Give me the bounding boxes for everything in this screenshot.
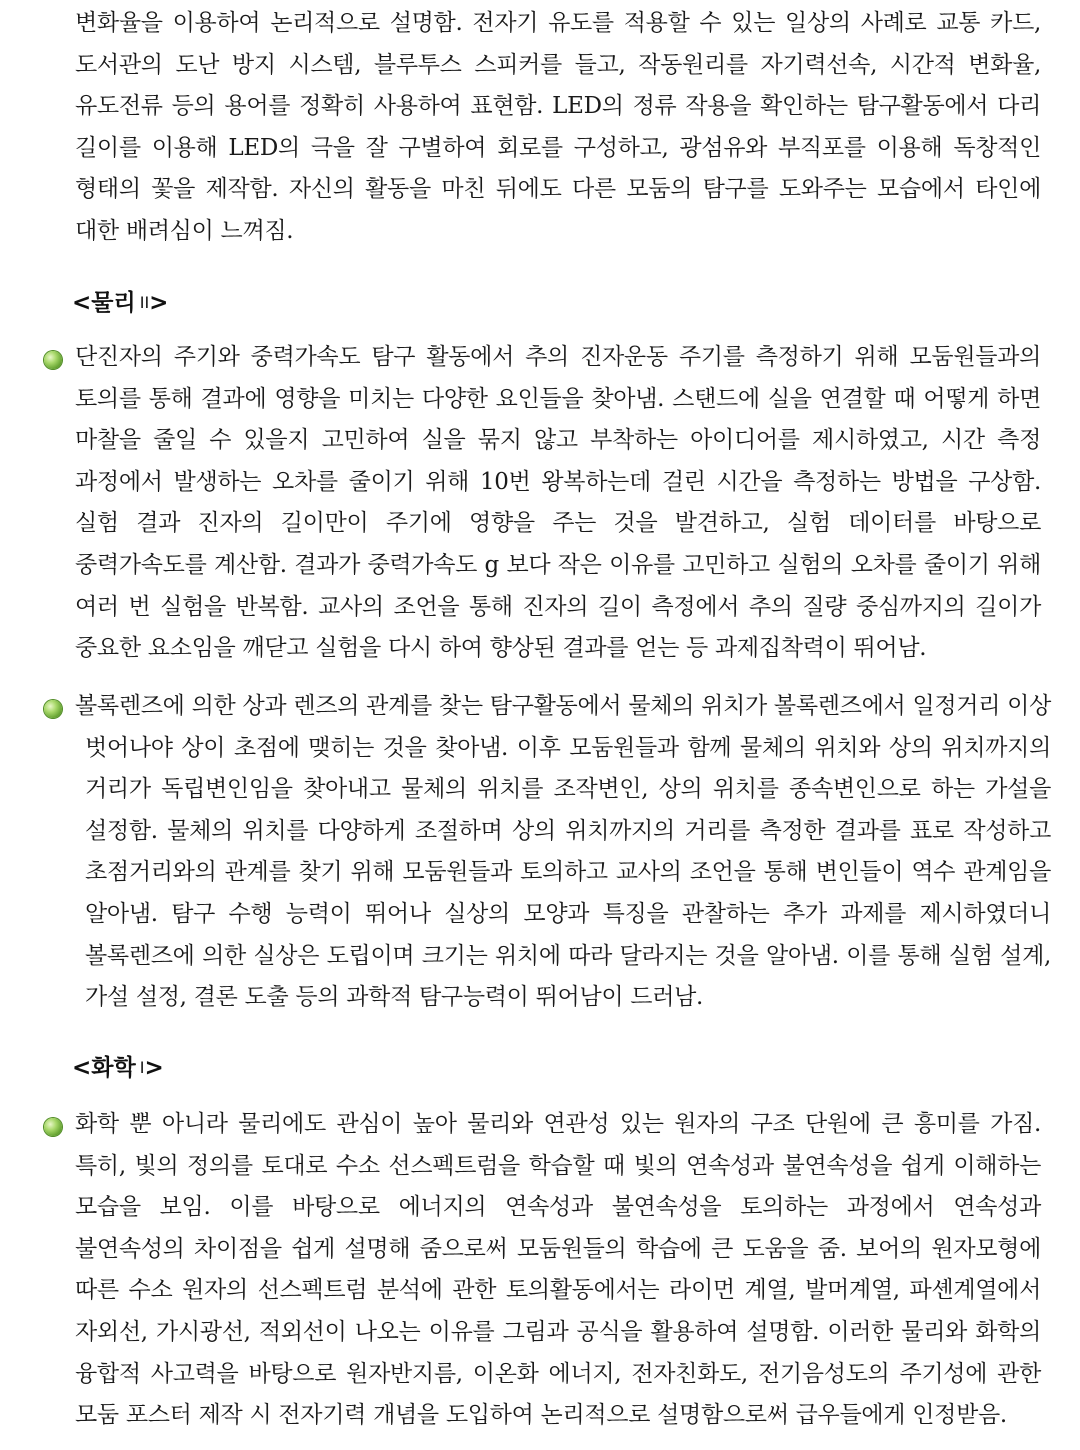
heading-close-bracket: > — [144, 1055, 164, 1081]
heading-title: 물리 — [91, 290, 136, 316]
list-item: 볼록렌즈에 의한 상과 렌즈의 관계를 찾는 탐구활동에서 물체의 위치가 볼록렌즈에서 일정거리 이상 벗어나야 상이 초점에 맺히는 것을 찾아냄. 이후 모둠원들과 함께 물체의 위치와 상의 위치까지의 거리가 독립변인임을 찾아내고 물체의 위치를 조작변인, 상의 위치를 종속변인으로 하는 가설을 설정함. 물체의 위치를 다양하게 조절하며 상의 위치까지의 거리를 측정한 결과를 표로 작성하고 초점거리와의 관계를 찾기 위해 모둠원들과 토의하고 교사의 조언을 통해 변인들이 역수 관계임을 알아냄. 탐구 수행 능력이 뛰어나 실상의 모양과 특징을 관찰하는 추가 과제를 제시하였더니 볼록렌즈에 의한 실상은 도립이며 크기는 위치에 따라 달라지는 것을 알아냄. 이를 통해 실험 설계, 가설 설정, 결론 도출 등의 과학적 탐구능력이 뛰어남이 드러남. — [75, 693, 1051, 1011]
heading-title: 화학 — [91, 1055, 136, 1081]
list-item: 화학 뿐 아니라 물리에도 관심이 높아 물리와 연관성 있는 원자의 구조 단원에 큰 흥미를 가짐. 특히, 빛의 정의를 토대로 수소 선스펙트럼을 학습할 때 빛의 연속성과 불연속성을 쉽게 이해하는 모습을 보임. 이를 바탕으로 에너지의 연속성과 불연속성을 토의하는 과정에서 연속성과 불연속성의 차이점을 쉽게 설명해 줌으로써 모둠원들의 학습에 큰 도움을 줌. 보어의 원자모형에 따른 수소 원자의 선스펙트럼 분석에 관한 토의활동에서는 라이먼 계열, 발머계열, 파셴계열에서 자외선, 가시광선, 적외선이 나오는 이유를 그림과 공식을 활용하여 설명함. 이러한 물리와 화학의 융합적 사고력을 바탕으로 원자반지름, 이온화 에너지, 전자친화도, 전기음성도의 주기성에 관한 모둠 포스터 제작 시 전자기력 개념을 도입하여 논리적으로 설명함으로써 급우들에게 인정받음. — [75, 1111, 1041, 1429]
heading-open-bracket: < — [72, 1055, 92, 1081]
heading-open-bracket: < — [72, 290, 92, 316]
green-ball-bullet-icon — [44, 700, 62, 718]
heading-close-bracket: > — [149, 290, 169, 316]
intro-paragraph: 변화율을 이용하여 논리적으로 설명함. 전자기 유도를 적용할 수 있는 일상의 사례로 교통 카드, 도서관의 도난 방지 시스템, 블루투스 스피커를 들고, 작동원리를 자기력선속, 시간적 변화율, 유도전류 등의 용어를 정확히 사용하여 표현함. LED의 정류 작용을 확인하는 탐구활동에서 다리 길이를 이용해 LED의 극을 잘 구별하여 회로를 구성하고, 광섬유와 부직포를 이용해 독창적인 형태의 꽃을 제작함. 자신의 활동을 마친 뒤에도 다른 모둠의 탐구를 도와주는 모습에서 타인에 대한 배려심이 느껴짐. — [75, 10, 1041, 244]
green-ball-bullet-icon — [44, 1118, 62, 1136]
green-ball-bullet-icon — [44, 351, 62, 369]
section-heading-physics2 — [72, 288, 168, 318]
list-item: 단진자의 주기와 중력가속도 탐구 활동에서 추의 진자운동 주기를 측정하기 위해 모둠원들과의 토의를 통해 결과에 영향을 미치는 다양한 요인들을 찾아냄. 스탠드에 실을 연결할 때 어떻게 하면 마찰을 줄일 수 있을지 고민하여 실을 묶지 않고 부착하는 아이디어를 제시하였고, 시간 측정 과정에서 발생하는 오차를 줄이기 위해 10번 왕복하는데 걸린 시간을 측정하는 방법을 구상함. 실험 결과 진자의 길이만이 주기에 영향을 주는 것을 발견하고, 실험 데이터를 바탕으로 중력가속도를 계산함. 결과가 중력가속도 g 보다 작은 이유를 고민하고 실험의 오차를 줄이기 위해 여러 번 실험을 반복함. 교사의 조언을 통해 진자의 길이 측정에서 추의 질량 중심까지의 길이가 중요한 요소임을 깨닫고 실험을 다시 하여 향상된 결과를 얻는 등 과제집착력이 뛰어남. — [75, 344, 1041, 662]
heading-roman-numeral: II — [139, 293, 150, 312]
section-heading-chemistry1 — [72, 1053, 164, 1083]
heading-roman-numeral: I — [139, 1058, 145, 1077]
